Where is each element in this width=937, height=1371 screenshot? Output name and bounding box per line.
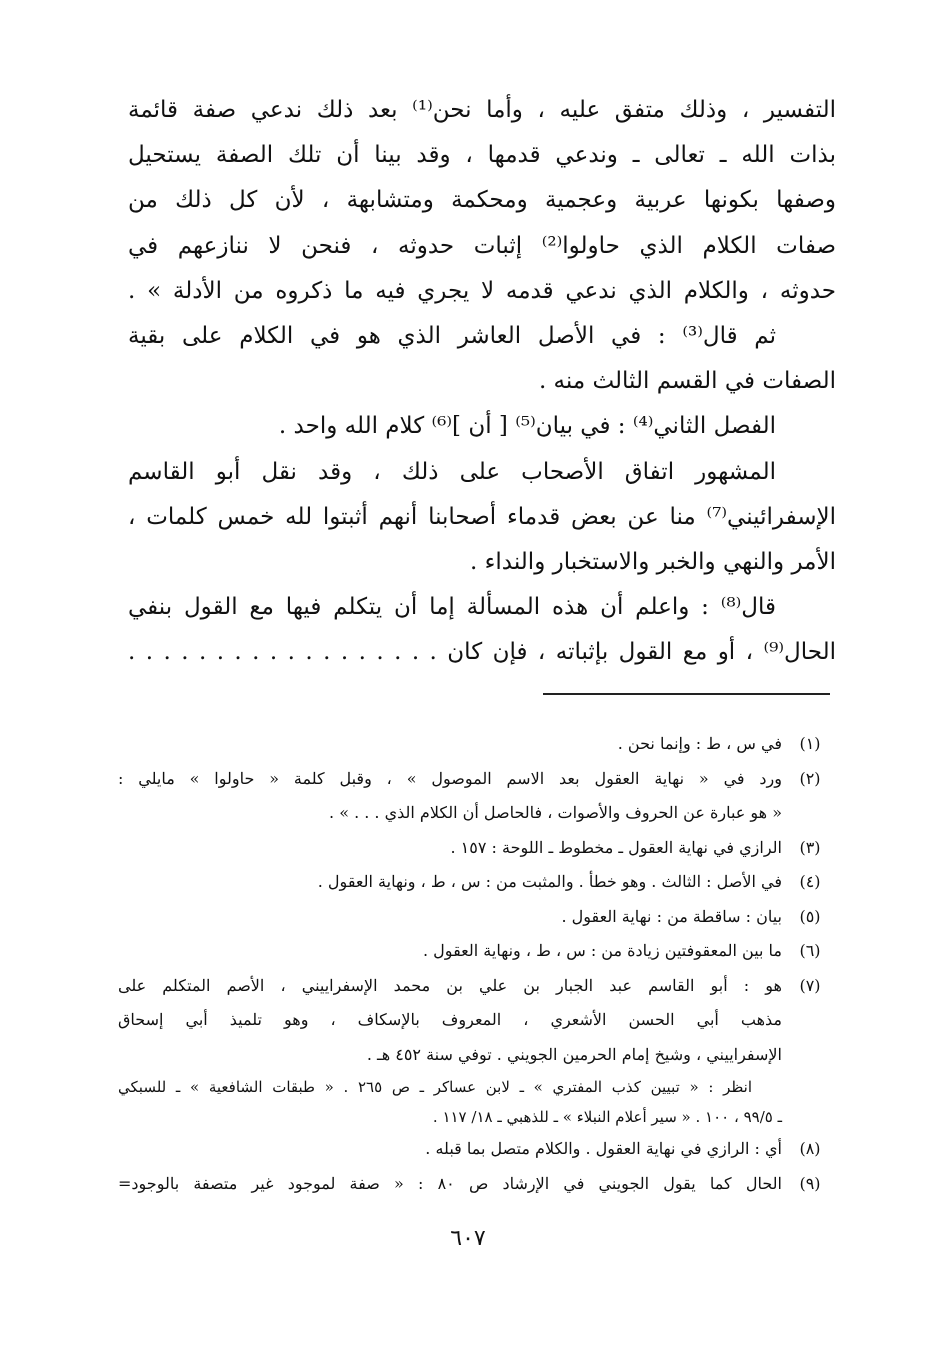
footnotes (118, 727, 832, 1201)
footnote-text: « هو عبارة عن الحروف والأصوات ، فالحاصل أن الكلام الذي . . . » . (329, 803, 782, 822)
footnote-text: ما بين المعقوفتين زيادة من : س ، ط ، ونهاية العقول . (423, 941, 782, 960)
footnote-line (118, 900, 832, 935)
footnote-text: الرازي في نهاية العقول ـ مخطوط ـ اللوحة : ١٥٧ . (450, 837, 782, 857)
footnote-line (118, 1167, 832, 1202)
text-line: الصفات في القسم الثالث منه . (538, 368, 836, 395)
footnote-line (118, 762, 832, 797)
footnote-number: (٧) (799, 975, 821, 995)
text-line: المشهور اتفاق الأصحاب على ذلك ، وقد نقل أبو القاسم (128, 458, 776, 485)
text-line: بذات الله ـ تعالى ـ وندعي قدمها ، وقد بينا أن تلك الصفة يستحيل (128, 142, 836, 169)
footnote-text: الإسفراييني ، وشيخ إمام الحرمين الجويني . توفي سنة ٤٥٢ هـ . (366, 1044, 782, 1064)
footnote-line (118, 969, 832, 1004)
text-line: وصفها بكونها عربية وعجمية ومحكمة ومتشابهة ، لأن كل ذلك من (128, 187, 836, 214)
footnote-text: انظر : « تبيين كذب المفتري » ـ لابن عساكر ـ ص ٢٦٥ . « طبقات الشافعية » ـ للسبكي (118, 1078, 752, 1096)
footnote-number: (٥) (799, 906, 821, 926)
footnote-number: (٩) (799, 1173, 821, 1193)
footnote-line (118, 1003, 832, 1038)
text-line: صفات الكلام الذي حاولوا⁽²⁾ إثبات حدوثه ، فنحن لا ننازعهم في (128, 232, 836, 259)
text-line: الحال⁽⁹⁾ ، أو مع القول بإثباته ، فإن كان . . . . . . . . . . . . . . . . . . (128, 639, 836, 666)
footnote-text: الحال كما يقول الجويني في الإرشاد ص ٨٠ : « صفة لموجود غير متصفة بالوجود= (118, 1173, 782, 1193)
footnote-text: هو : أبو القاسم عبد الجبار بن علي بن محمد الإسفراييني ، الأصم المتكلم على (118, 975, 782, 995)
footnote-number: (١) (799, 734, 821, 753)
footnote-line (118, 934, 832, 969)
footnote-number: (٨) (799, 1139, 821, 1158)
footnote-divider (543, 693, 830, 695)
footnote-text: بيان : ساقطة من : نهاية العقول . (561, 906, 782, 926)
text-line: قال⁽⁸⁾ : واعلم أن هذه المسألة إما أن يتكلم فيها مع القول بنفي (128, 594, 776, 621)
section-heading: الفصل الثاني⁽⁴⁾ : في بيان⁽⁵⁾ [ أن ]⁽⁶⁾ كلام الله واحد . (278, 413, 776, 440)
footnote-line (118, 1038, 832, 1073)
main-text (128, 88, 836, 675)
text-line: حدوثه ، والكلام الذي ندعي قدمه لا يجري فيه ما ذكروه من الأدلة » . (128, 277, 836, 304)
footnote-text: مذهب أبي الحسن الأشعري ، المعروف بالإسكاف ، وهو تلميذ أبي إسحاق (118, 1010, 782, 1029)
footnote-number: (٤) (799, 872, 821, 891)
footnote-number: (٢) (799, 768, 821, 788)
footnote-line (118, 1102, 832, 1132)
footnote-text: في الأصل : الثالث . وهو خطأ . والمثبت من : س ، ط ، ونهاية العقول . (317, 872, 782, 891)
text-line: التفسير ، وذلك متفق عليه ، وأما نحن⁽¹⁾ بعد ذلك ندعي صفة قائمة (128, 97, 836, 123)
footnote-text: ورد في « نهاية العقول بعد الاسم الموصول » ، وقبل كلمة « حاولوا » مايلي : (118, 768, 782, 788)
footnote-number: (٦) (799, 941, 821, 960)
footnote-text: أي : الرازي في نهاية العقول . والكلام متصل بما قبله . (425, 1139, 782, 1158)
text-line: ثم قال⁽³⁾ : في الأصل العاشر الذي هو في الكلام على بقية (128, 322, 776, 349)
footnote-line (118, 1132, 832, 1167)
footnote-line (118, 796, 832, 831)
footnote-line (118, 831, 832, 866)
footnote-number: (٣) (799, 837, 821, 857)
footnote-line (118, 1072, 832, 1102)
text-line: الأمر والنهي والخبر والاستخبار والنداء . (469, 548, 836, 575)
footnote-line (118, 865, 832, 900)
footnote-text: ـ ٩٩/٥ ، ١٠٠ . « سير أعلام النبلاء » ـ للذهبي ـ ١٨/ ١١٧ . (432, 1108, 782, 1126)
footnote-line (118, 727, 832, 762)
footnote-text: في س ، ط : وإنما نحن . (617, 734, 782, 753)
page-number: ٦٠٧ (450, 1226, 486, 1251)
text-line: الإسفرائيني⁽⁷⁾ منا عن بعض قدماء أصحابنا أنهم أثبتوا لله خمس كلمات ، (128, 503, 836, 530)
